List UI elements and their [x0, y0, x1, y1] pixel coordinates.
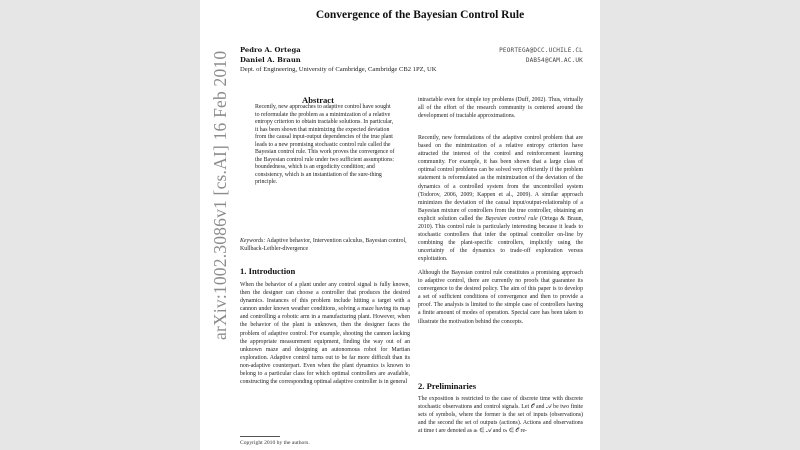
author-email: DAB54@CAM.AC.UK — [525, 57, 583, 64]
preliminaries-heading: 2. Preliminaries — [418, 381, 477, 391]
keywords — [240, 237, 410, 253]
paragraph-text: Recently, new formulations of the adaptive control problem that are based on the minimization of a relative entropy criterion have attracted the interest of the control and reinforcement learning community. For example, it has been shown that a large class of optimal control problems can be solved very efficiently if the problem statement is reformulated as the minimization of the deviation of the dynamics of a controlled system from the uncontrolled system (Todorov, 2006, 2009; Kappen et al., 2009). A similar approach minimizes the deviation of the causal input/output-relationship of a Bayesian mixture of controllers from the true controller, obtaining an explicit solution called the — [418, 135, 583, 222]
abstract-text: Recently, new approaches to adaptive control have sought to reformulate the problem as a minimization of a relative entropy criterion to obtain tractable solutions. In particular, it has been shown that minimizing the expected deviation from the causal input-output dependencies of the true plant leads to a new promising stochastic control rule called the Bayesian control rule. This work proves the convergence of the Bayesian control rule under two sufficient assumptions: boundedness, which is an ergodicity condition; and consistency, which is an instantiation of the sure-thing principle. — [255, 104, 395, 185]
keywords-text: Adaptive behavior, Intervention calculus, Bayesian control, Kullback-Leibler-divergence — [240, 238, 407, 252]
author-name: Daniel A. Braun — [240, 56, 301, 64]
left-margin — [0, 0, 200, 450]
author-email: PEORTEGA@DCC.UCHILE.CL — [499, 47, 583, 54]
intro-text: When the behavior of a plant under any control signal is fully known, then the designer can choose a controller that produces the desired dynamics. Instances of this problem include hitting a target with a cannon under known weather conditions, solving a maze having its map and controlling a robotic arm in a manufacturing plant. However, when the behavior of the plant is unknown, then the designer faces the problem of adaptive control. For example, shooting the cannon lacking the appropriate measurement equipment, finding the way out of an unknown maze and designing an autonomous robot for Martian exploration. Adaptive control turns out to be far more difficult than its non-adaptive counterpart. Even when the plant dynamics is known to belong to a particular class for which optimal controllers are available, constructing the corresponding optimal adaptive controller is in general — [240, 282, 410, 386]
author-name: Pedro A. Ortega — [240, 46, 301, 54]
paragraph-text: (Ortega & Braun, 2010). This control rule is particularly interesting because it leads to stochastic controllers that infer the optimal controller on-line by combining the plant-specific controllers, implicitly using the uncertainty of the dynamics to trade-off exploration versus exploitation. — [418, 215, 583, 263]
preliminaries-text: The exposition is restricted to the case of discrete time with discrete stochastic observations and control signals. Let 𝒪 and 𝒜 be two finite sets of symbols, where the former is the set of inputs (observations) and the second the set of outputs (actions). Actions and observations at time t are denoted as aₜ ∈ 𝒜 and oₜ ∈ 𝒪 re- — [418, 396, 583, 435]
copyright-note: Copyright 2010 by the authors. — [240, 440, 310, 446]
intro-heading: 1. Introduction — [240, 266, 296, 276]
right-margin — [600, 0, 800, 450]
keywords-label: Keywords: — [240, 238, 266, 244]
abstract-heading: Abstract — [302, 95, 334, 105]
emphasis-term: Bayesian control rule — [485, 215, 538, 222]
right-col-paragraph-2 — [418, 134, 583, 264]
right-col-paragraph-1: intractable even for simple toy problems (Duff, 2002). Thus, virtually all of the effort of the research community is centered around the development of tractable approximations. — [418, 97, 583, 120]
footnote-rule — [240, 436, 280, 437]
paper-title: Convergence of the Bayesian Control Rule — [315, 9, 525, 21]
affiliation: Dept. of Engineering, University of Cambridge, Cambridge CB2 1PZ, UK — [240, 66, 437, 73]
arxiv-stamp: arXiv:1002.3086v1 [cs.AI] 16 Feb 2010 — [210, 50, 230, 340]
right-col-paragraph-3: Although the Bayesian control rule constitutes a promising approach to adaptive control, there are currently no proofs that guarantee its convergence to the desired policy. The aim of this paper is to develop a set of sufficient conditions of convergence and then to provide a proof. The analysis is limited to the simple case of controllers having a finite amount of modes of operation. Special care has been taken to illustrate the motivation behind the concepts. — [418, 270, 583, 325]
